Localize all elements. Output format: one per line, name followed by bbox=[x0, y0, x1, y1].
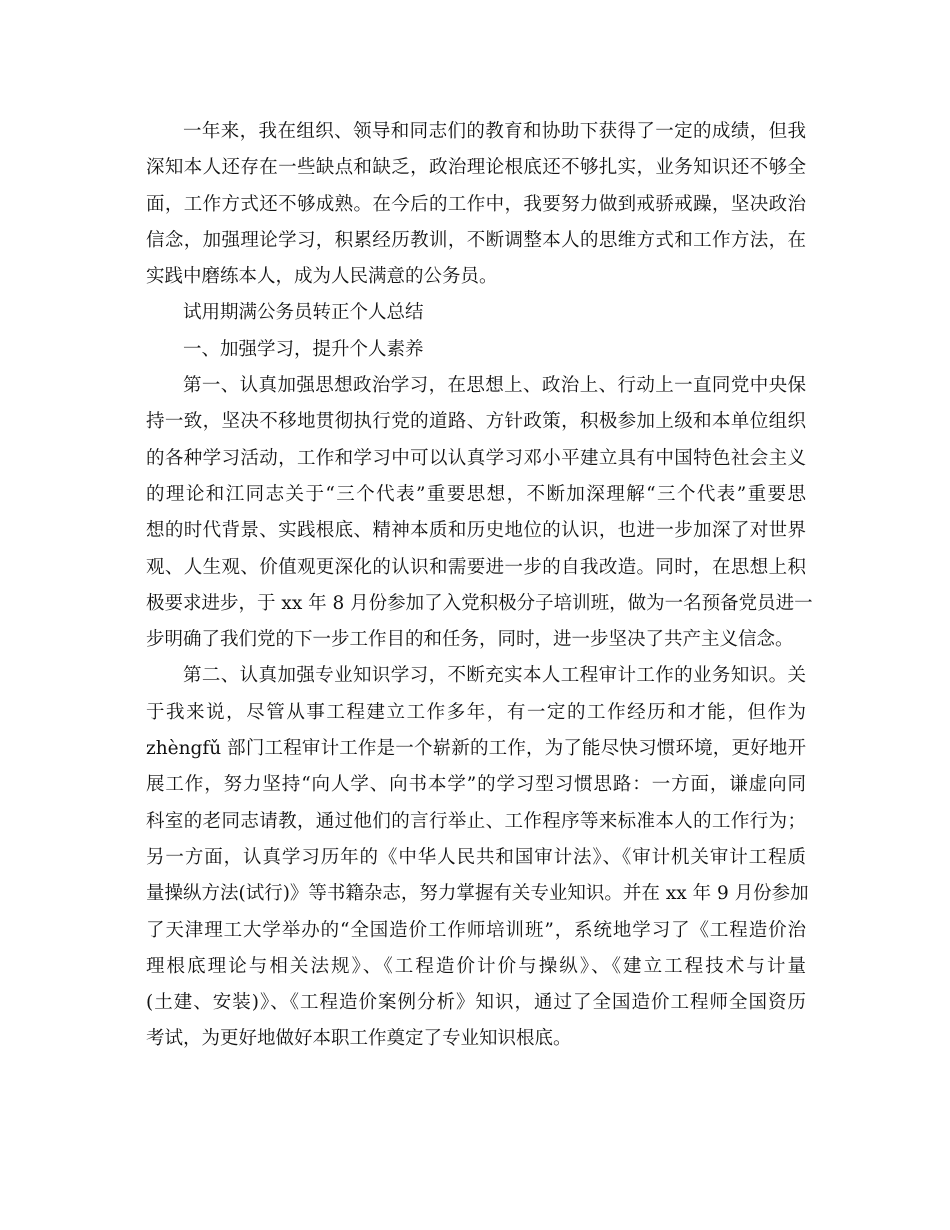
text-line: 理根底理论与相关法规》、《工程造价计价与操纵》、《建立工程技术与计量 bbox=[146, 955, 806, 977]
text-line: 一、加强学习，提升个人素养 bbox=[183, 338, 424, 360]
text-line: 步明确了我们党的下一步工作目的和任务，同时，进一步坚决了共产主义信念。 bbox=[146, 629, 794, 651]
text-line: 想的时代背景、实践根底、精神本质和历史地位的认识，也进一步加深了对世界 bbox=[146, 520, 806, 542]
text-line: 第一、认真加强思想政治学习，在思想上、政治上、行动上一直同党中央保 bbox=[183, 375, 806, 397]
text-line: 实践中磨练本人，成为人民满意的公务员。 bbox=[146, 266, 498, 288]
section-heading bbox=[146, 332, 806, 368]
text-line: 于我来说，尽管从事工程建立工作多年，有一定的工作经历和才能，但作为 bbox=[146, 701, 806, 723]
text-line: 极要求进步，于 xx 年 8 月份参加了入党积极分子培训班，做为一名预备党员进一 bbox=[146, 592, 813, 614]
text-line: 面，工作方式还不够成熟。在今后的工作中，我要努力做到戒骄戒躁，坚决政治 bbox=[146, 193, 806, 215]
text-line: 科室的老同志请教，通过他们的言行举止、工作程序等来标准本人的工作行为； bbox=[146, 810, 806, 832]
paragraph-political-study bbox=[146, 368, 813, 658]
text-line: 信念，加强理论学习，积累经历教训，不断调整本人的思维方式和工作方法，在 bbox=[146, 229, 806, 251]
section-title bbox=[146, 295, 806, 331]
text-line: (土建、安装)》、《工程造价案例分析》知识，通过了全国造价工程师全国资历 bbox=[146, 992, 806, 1014]
paragraph-summary bbox=[146, 114, 806, 295]
text-line: 观、人生观、价值观更深化的认识和需要进一步的自我改造。同时，在思想上积 bbox=[146, 556, 806, 578]
text-line: 深知本人还存在一些缺点和缺乏，政治理论根底还不够扎实，业务知识还不够全 bbox=[146, 157, 806, 179]
document-body bbox=[146, 114, 813, 1058]
text-line: 第二、认真加强专业知识学习，不断充实本人工程审计工作的业务知识。关 bbox=[183, 665, 806, 687]
text-line: 一年来，我在组织、领导和同志们的教育和协助下获得了一定的成绩，但我 bbox=[183, 121, 806, 142]
paragraph-professional-study bbox=[146, 658, 809, 1057]
text-line: 另一方面，认真学习历年的《中华人民共和国审计法》、《审计机关审计工程质 bbox=[146, 846, 806, 868]
text-line: 的理论和江同志关于“三个代表”重要思想，不断加深理解“三个代表”重要思 bbox=[146, 483, 806, 505]
text-line: 考试，为更好地做好本职工作奠定了专业知识根底。 bbox=[146, 1028, 572, 1050]
text-line: 试用期满公务员转正个人总结 bbox=[183, 302, 424, 324]
text-line: 持一致，坚决不移地贯彻执行党的道路、方针政策，积极参加上级和本单位组织 bbox=[146, 411, 806, 433]
text-line: zhèngfǔ 部门工程审计工作是一个崭新的工作，为了能尽快习惯环境，更好地开 bbox=[146, 738, 806, 760]
text-line: 的各种学习活动，工作和学习中可以认真学习邓小平建立具有中国特色社会主义 bbox=[146, 447, 806, 469]
text-line: 了天津理工大学举办的“全国造价工作师培训班”，系统地学习了《工程造价治 bbox=[146, 919, 806, 941]
text-line: 量操纵方法(试行)》等书籍杂志，努力掌握有关专业知识。并在 xx 年 9 月份参加 bbox=[146, 883, 809, 905]
text-line: 展工作，努力坚持“向人学、向书本学”的学习型习惯思路：一方面，谦虚向同 bbox=[146, 774, 806, 796]
